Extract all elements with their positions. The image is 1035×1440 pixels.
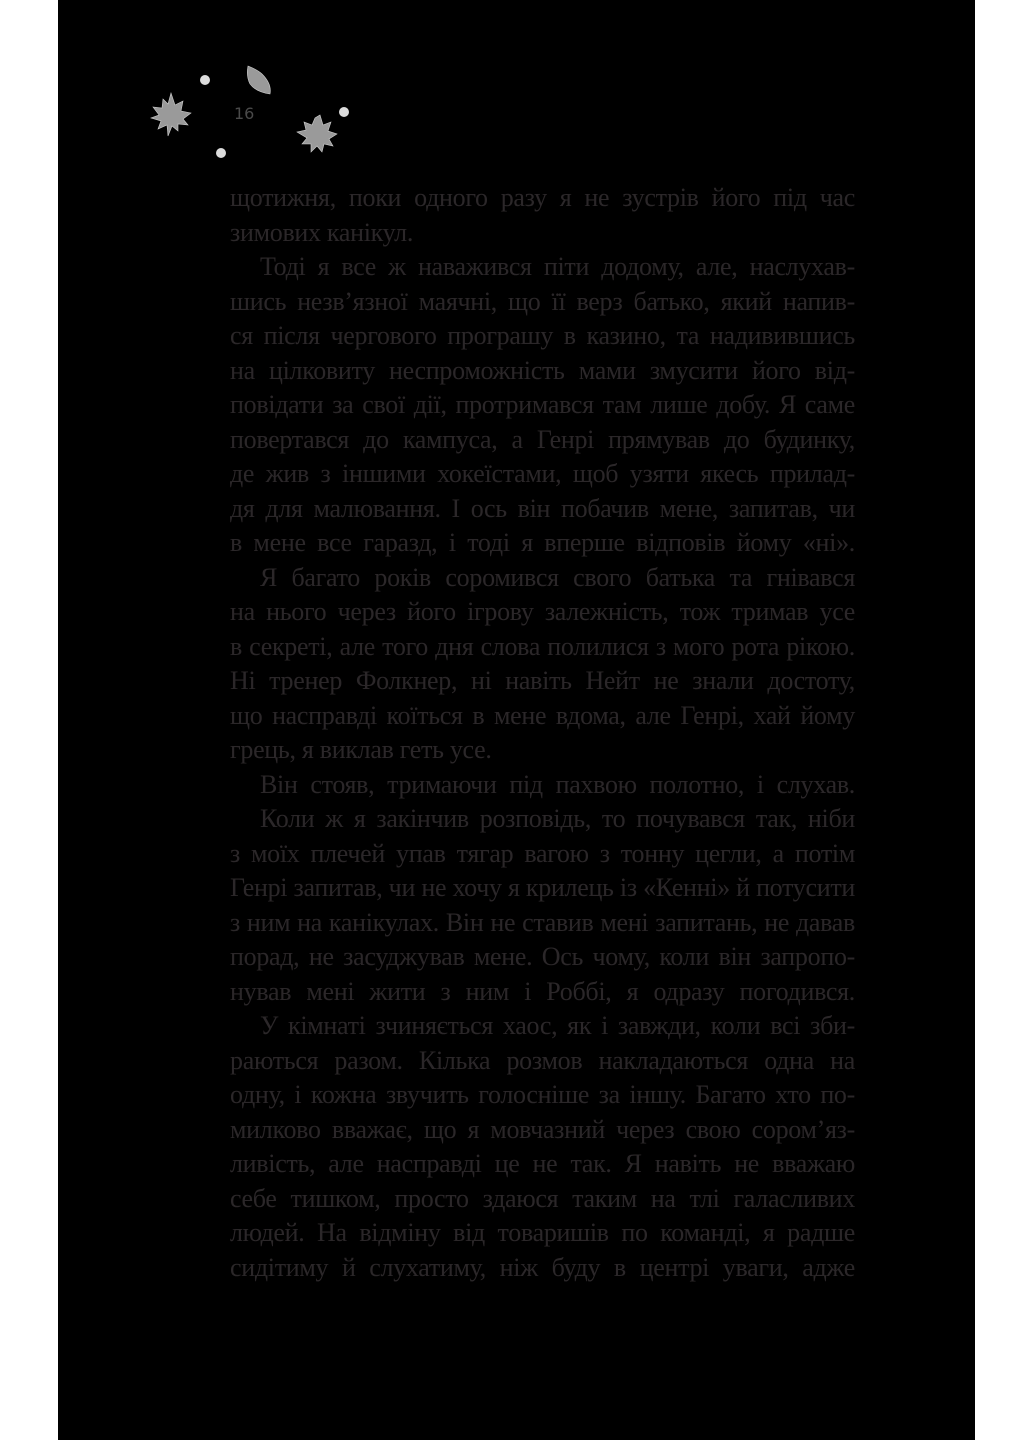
text-line: грець, я виклав геть усе.	[230, 735, 492, 764]
text-line: щотижня, поки одного разу я не зустрів його під час	[230, 183, 855, 212]
text-line: з ним на канікулах. Він не ставив мені запитань, не давав	[230, 907, 855, 937]
body-text	[230, 181, 855, 1285]
text-line: що насправді коїться в мене вдома, але Генрі, хай йому	[230, 700, 855, 730]
maple-leaf-icon	[151, 93, 191, 136]
dot-icon	[339, 107, 349, 117]
text-line: сидітиму й слухатиму, ніж буду в центрі уваги, адже	[230, 1252, 855, 1282]
text-line: раються разом. Кілька розмов накладаються одна на	[230, 1045, 855, 1075]
maple-leaf-icon	[297, 115, 337, 152]
text-line: милково вважає, що я мовчазний через свою сором’яз-	[230, 1114, 855, 1144]
text-line: де жив з іншими хокеїстами, щоб узяти якесь прилад-	[230, 459, 855, 488]
leaf-ornament	[58, 0, 975, 200]
text-line: Ні тренер Фолкнер, ні навіть Нейт не знали достоту,	[230, 666, 855, 695]
page-number: 16	[234, 104, 255, 123]
text-line: Генрі запитав, чи не хочу я крилець із «Кенні» й потусити	[230, 873, 855, 902]
text-line: ся після чергового програшу в казино, та надивившись	[230, 321, 855, 350]
text-line: одну, і кожна звучить голосніше за іншу. Багато хто по-	[230, 1080, 855, 1109]
book-page	[58, 0, 975, 1440]
text-line: Тоді я все ж наважився піти додому, але, наслухав-	[260, 252, 855, 281]
text-line: У кімнаті зчиняється хаос, як і завжди, коли всі зби-	[260, 1011, 855, 1040]
text-line: на нього через його ігрову залежність, тож тримав усе	[230, 597, 855, 626]
text-line: порад, не засуджував мене. Ось чому, коли він запропо-	[230, 942, 855, 971]
dot-icon	[216, 148, 226, 158]
text-line: Він стояв, тримаючи під пахвою полотно, і слухав.	[260, 769, 855, 799]
dot-icon	[200, 75, 210, 85]
text-line: Коли ж я закінчив розповідь, то почувався так, ніби	[260, 804, 855, 833]
text-line: ливість, але насправді це не так. Я навіть не вважаю	[230, 1149, 855, 1178]
text-line: Я багато років соромився свого батька та гнівався	[260, 562, 855, 592]
text-line: людей. На відміну від товаришів по команді, я радше	[230, 1218, 855, 1247]
text-line: з моїх плечей упав тягар вагою з тонну цегли, а потім	[230, 838, 855, 868]
text-line: повертався до кампуса, а Генрі прямував до будинку,	[230, 424, 855, 454]
text-line: себе тишком, просто здаюся таким на тлі галасливих	[230, 1183, 855, 1213]
text-line: нував мені жити з ним і Роббі, я одразу погодився.	[230, 976, 855, 1006]
text-line: повідати за свої дії, протримався там лише добу. Я саме	[230, 390, 855, 419]
text-line: шись незв’язної маячні, що її верз батько, який напив-	[230, 286, 855, 316]
text-line: в секреті, але того дня слова полилися з мого рота рікою.	[230, 631, 855, 661]
text-line: в мене все гаразд, і тоді я вперше відповів йому «ні».	[230, 528, 855, 557]
text-line: зимових канікул.	[230, 217, 414, 247]
leaf-icon	[247, 66, 270, 94]
text-line: дя для малювання. І ось він побачив мене, запитав, чи	[230, 493, 855, 523]
text-line: на цілковиту неспроможність мами змусити його від-	[230, 355, 855, 385]
